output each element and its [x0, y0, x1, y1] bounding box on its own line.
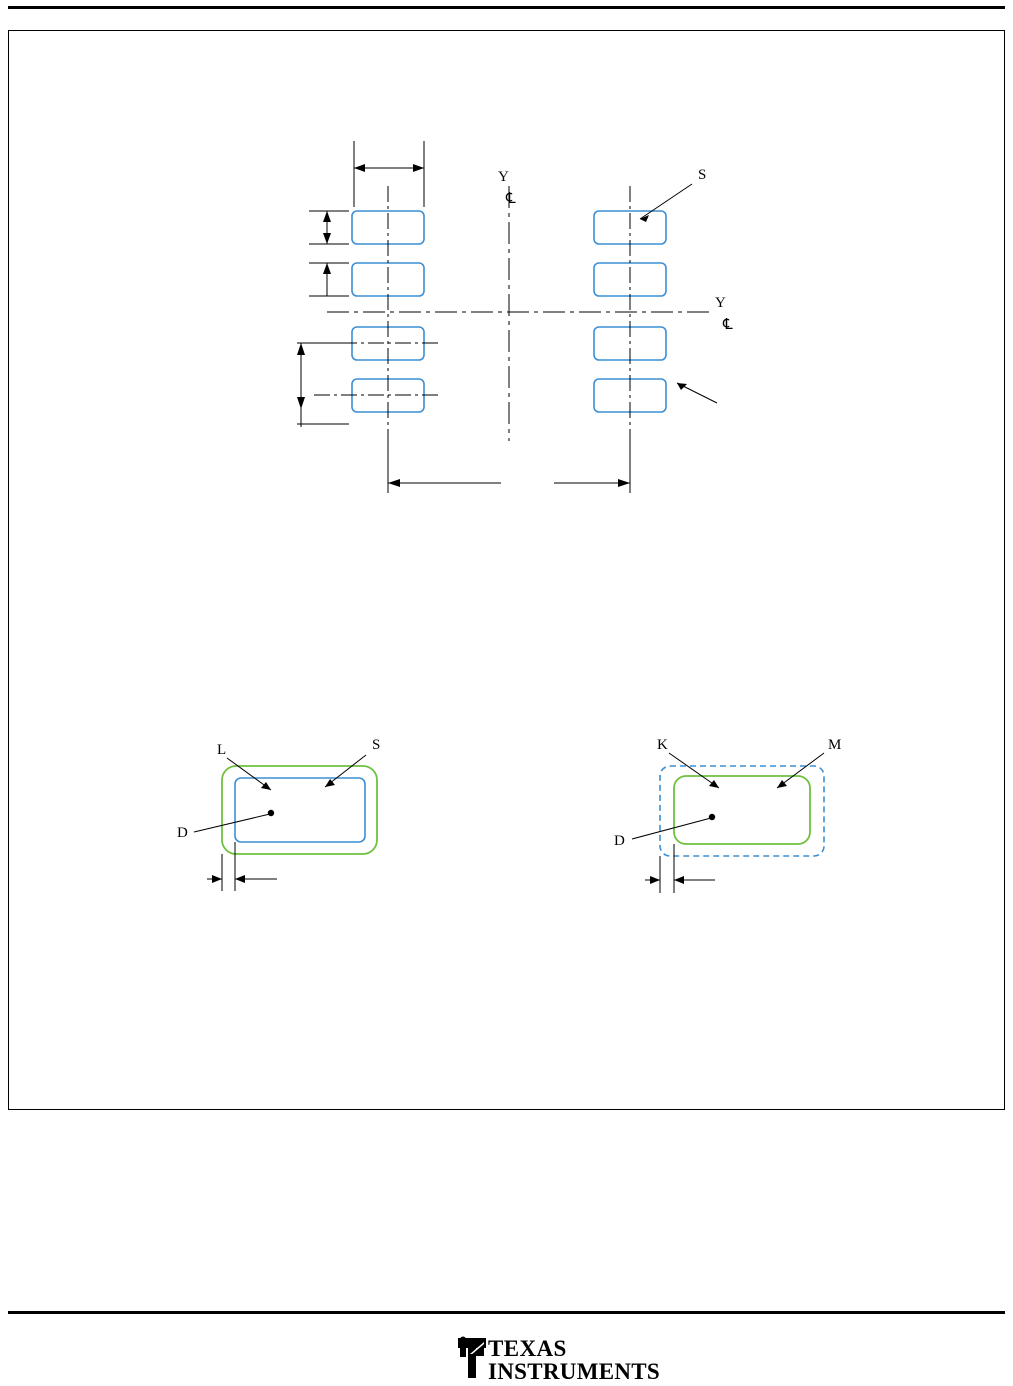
metal-pad — [235, 778, 365, 842]
top-rule — [8, 6, 1005, 9]
top-view — [297, 141, 733, 493]
callout-label-k: K — [657, 737, 668, 753]
callout-leader-d-left — [194, 814, 270, 832]
callout-label-l: L — [217, 742, 227, 758]
metal-outline-dashed — [660, 766, 824, 856]
dim-arrow-span-down — [297, 397, 305, 409]
dim-arrow-pitch-up — [323, 263, 331, 274]
dim-arrow-up — [323, 211, 331, 222]
dim-arrow-gap-right-a — [650, 876, 660, 884]
callout-label-d-left: D — [177, 825, 188, 841]
centerline-symbol-horizontal: ℄ — [723, 317, 733, 333]
centerline-label-y-horizontal: Y — [715, 295, 726, 311]
brand-wordmark — [488, 1337, 660, 1383]
callout-label-s-top: S — [698, 167, 707, 183]
callout-label-d-right: D — [614, 833, 625, 849]
dim-arrow-down — [323, 233, 331, 244]
centerline-label-y-vertical: Y — [498, 169, 509, 185]
solder-mask-opening — [222, 766, 377, 854]
dim-arrow-left — [354, 164, 365, 172]
solder-mask-opening — [674, 776, 810, 844]
callout-leader-k — [669, 753, 719, 788]
drawing-frame — [8, 30, 1005, 1110]
callout-arrow-unlabeled — [677, 383, 687, 390]
callout-arrow-k — [709, 780, 719, 788]
callout-leader-d-right — [632, 818, 711, 839]
detail-left — [177, 737, 380, 891]
solder-point-marker — [709, 814, 715, 820]
solder-point-marker — [268, 810, 274, 816]
bottom-rule — [8, 1311, 1005, 1314]
dim-arrow-right — [413, 164, 424, 172]
dim-arrow-gap-right-b — [674, 876, 684, 884]
dim-arrow-gap-left-b — [235, 875, 245, 883]
callout-label-s-detail: S — [372, 737, 381, 753]
dim-arrow-gap-left-a — [212, 875, 222, 883]
dim-arrow-bottom-right — [618, 479, 630, 487]
brand-line-2: INSTRUMENTS — [488, 1359, 661, 1384]
callout-label-m: M — [828, 737, 842, 753]
dim-arrow-span-up — [297, 343, 305, 355]
land-pattern-diagram — [9, 31, 1006, 1111]
dim-arrow-bottom-left — [388, 479, 400, 487]
brand-line-1: TEXAS — [488, 1336, 567, 1361]
centerline-symbol-vertical: ℄ — [506, 191, 516, 207]
detail-right — [614, 737, 841, 893]
